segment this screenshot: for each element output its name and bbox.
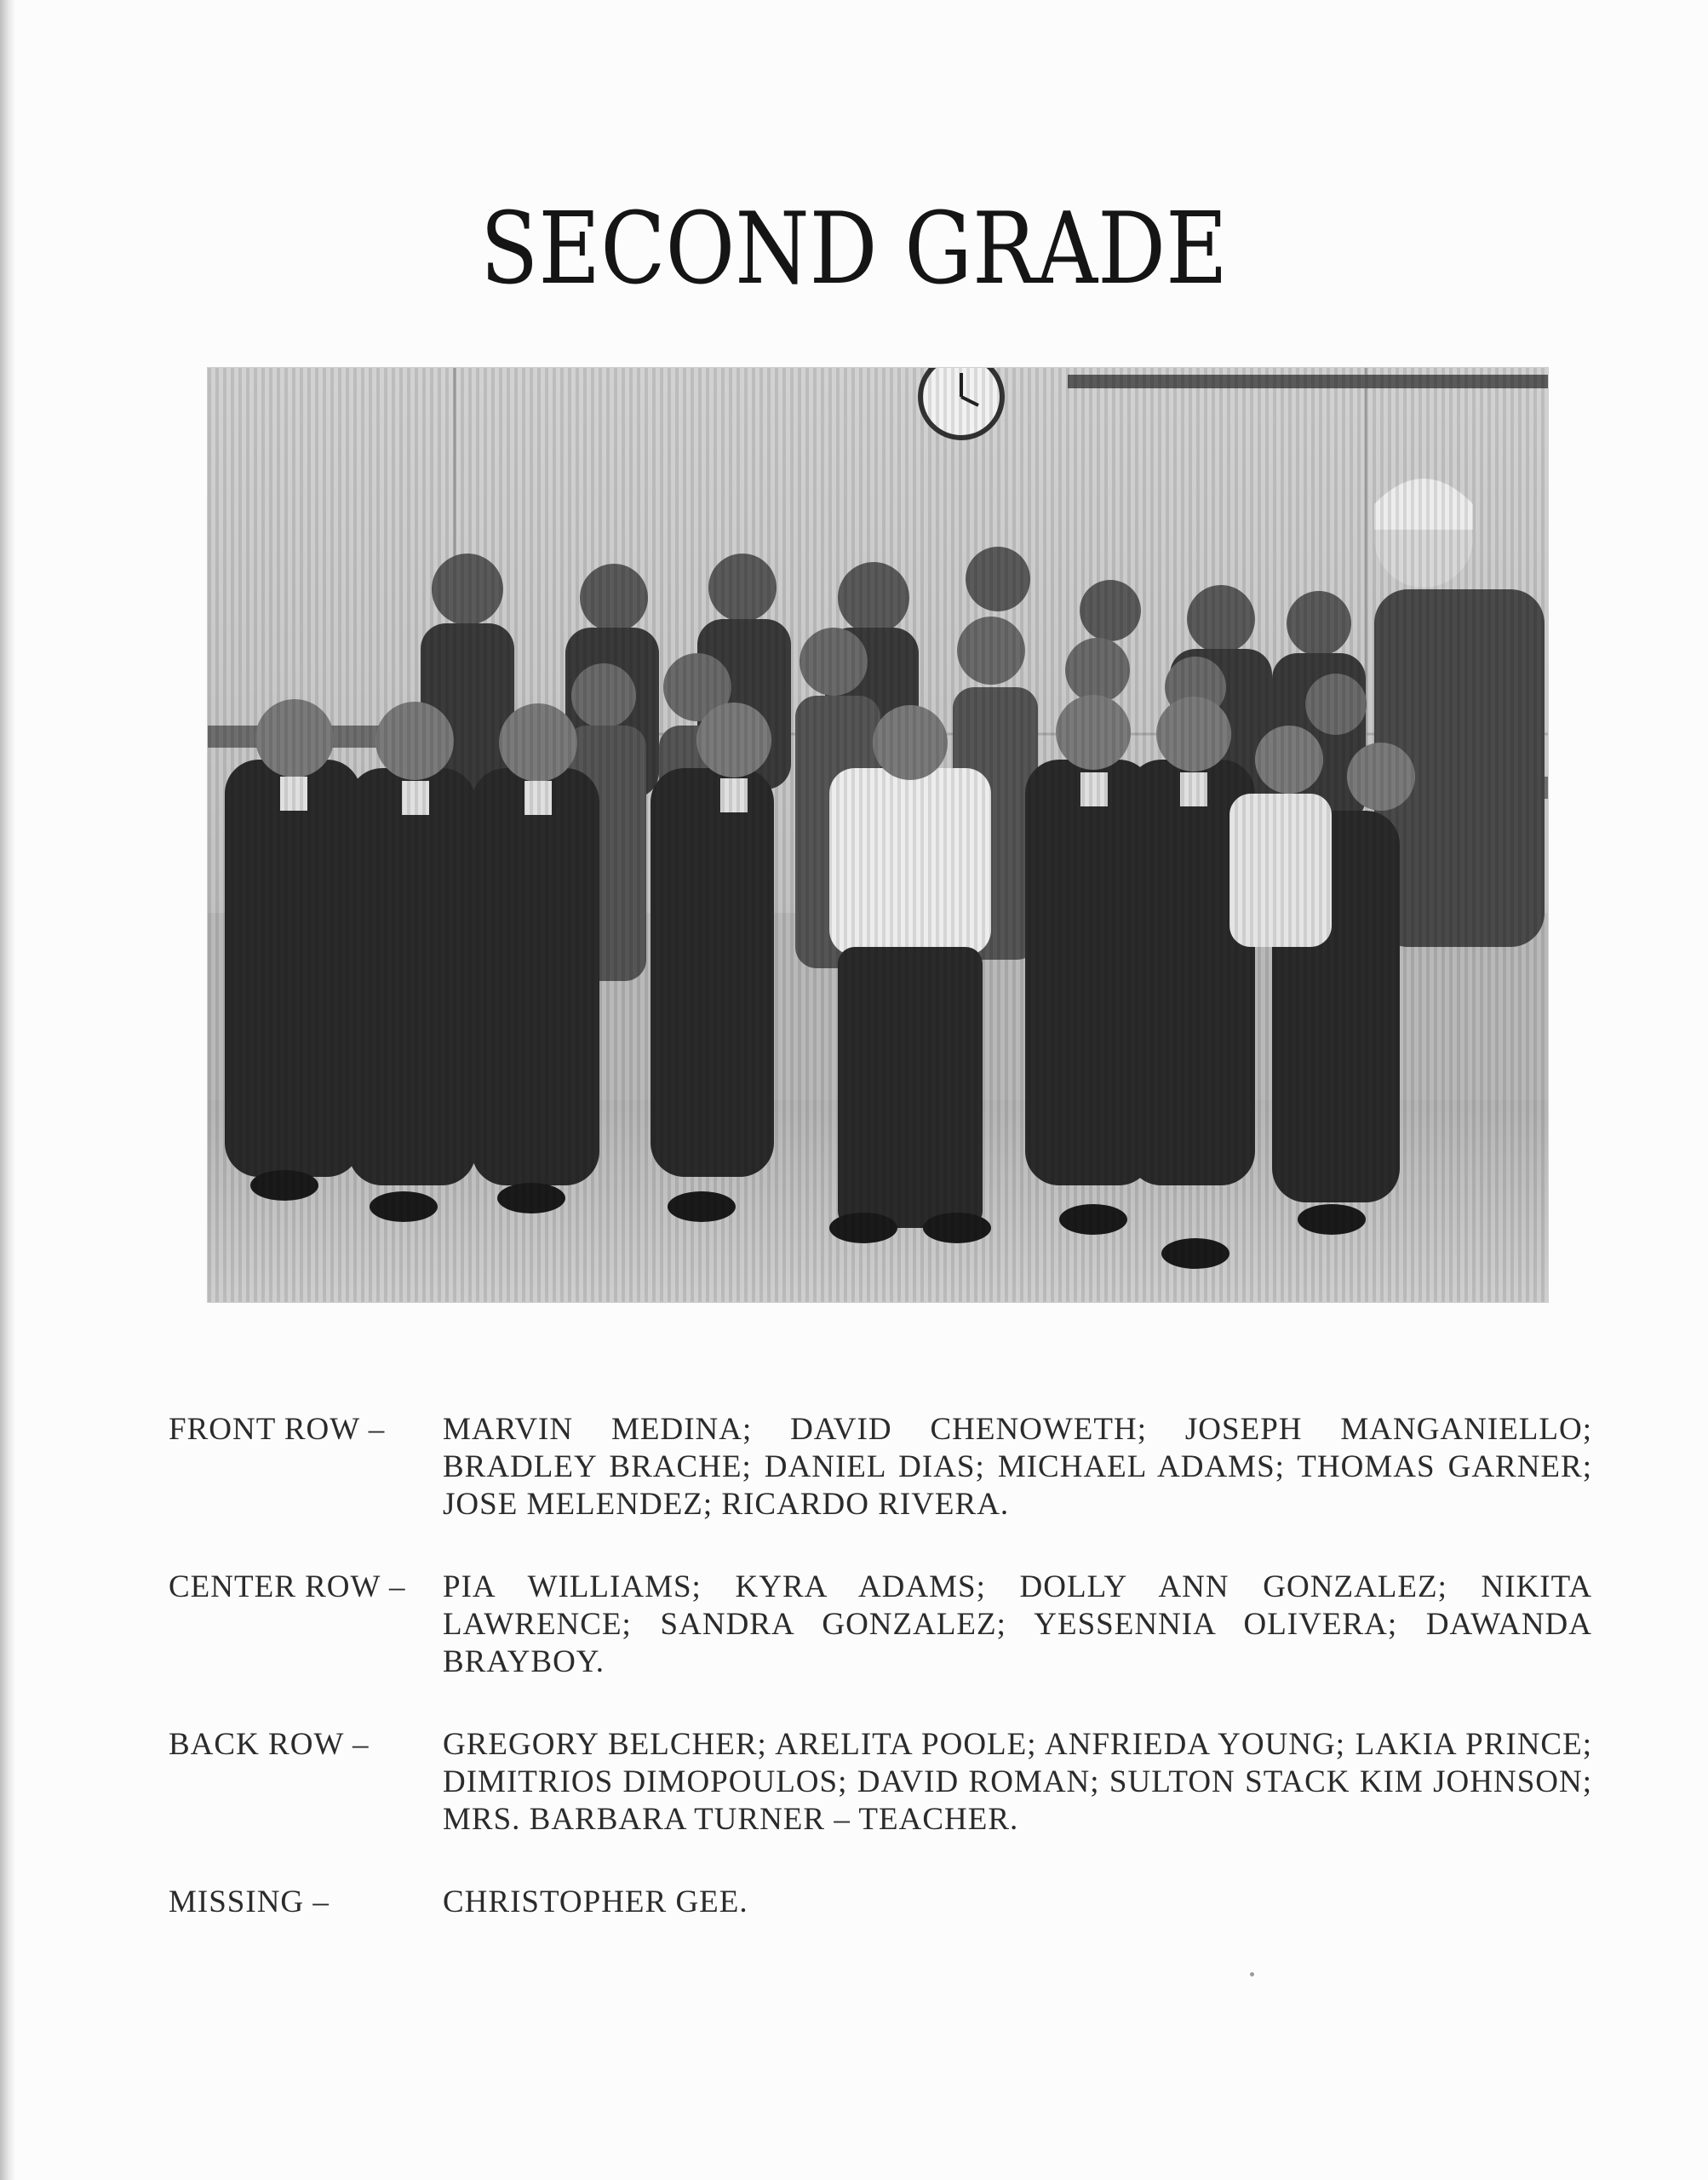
row-names: PIA WILLIAMS; KYRA ADAMS; DOLLY ANN GONZALEZ; NIKITA LAWRENCE; SANDRA GONZALEZ; YESSENNIA OLIVERA; DAWANDA BRAYBOY. — [443, 1569, 1592, 1679]
row-label: BACK ROW – — [169, 1727, 370, 1762]
row-names: CHRISTOPHER GEE. — [443, 1885, 748, 1919]
page-title: SECOND GRADE — [480, 192, 1228, 307]
row-label: MISSING – — [169, 1885, 330, 1919]
class-photo — [207, 367, 1549, 1303]
page-binding-edge — [0, 0, 15, 2180]
row-names: GREGORY BELCHER; ARELITA POOLE; ANFRIEDA YOUNG; LAKIA PRINCE; DIMITRIOS DIMOPOULOS; DAVID ROMAN; SULTON STACK KIM JOHNSON; MRS. BARBARA TURNER – TEACHER. — [443, 1727, 1592, 1837]
row-label: CENTER ROW – — [169, 1569, 406, 1604]
row-names: MARVIN MEDINA; DAVID CHENOWETH; JOSEPH MANGANIELLO; BRADLEY BRACHE; DANIEL DIAS; MICHAEL ADAMS; THOMAS GARNER; JOSE MELENDEZ; RICARDO RIVERA. — [443, 1412, 1592, 1522]
row-label: FRONT ROW – — [169, 1412, 386, 1447]
paper-speck — [1250, 1972, 1254, 1976]
class-photo-illustration — [208, 368, 1548, 1302]
